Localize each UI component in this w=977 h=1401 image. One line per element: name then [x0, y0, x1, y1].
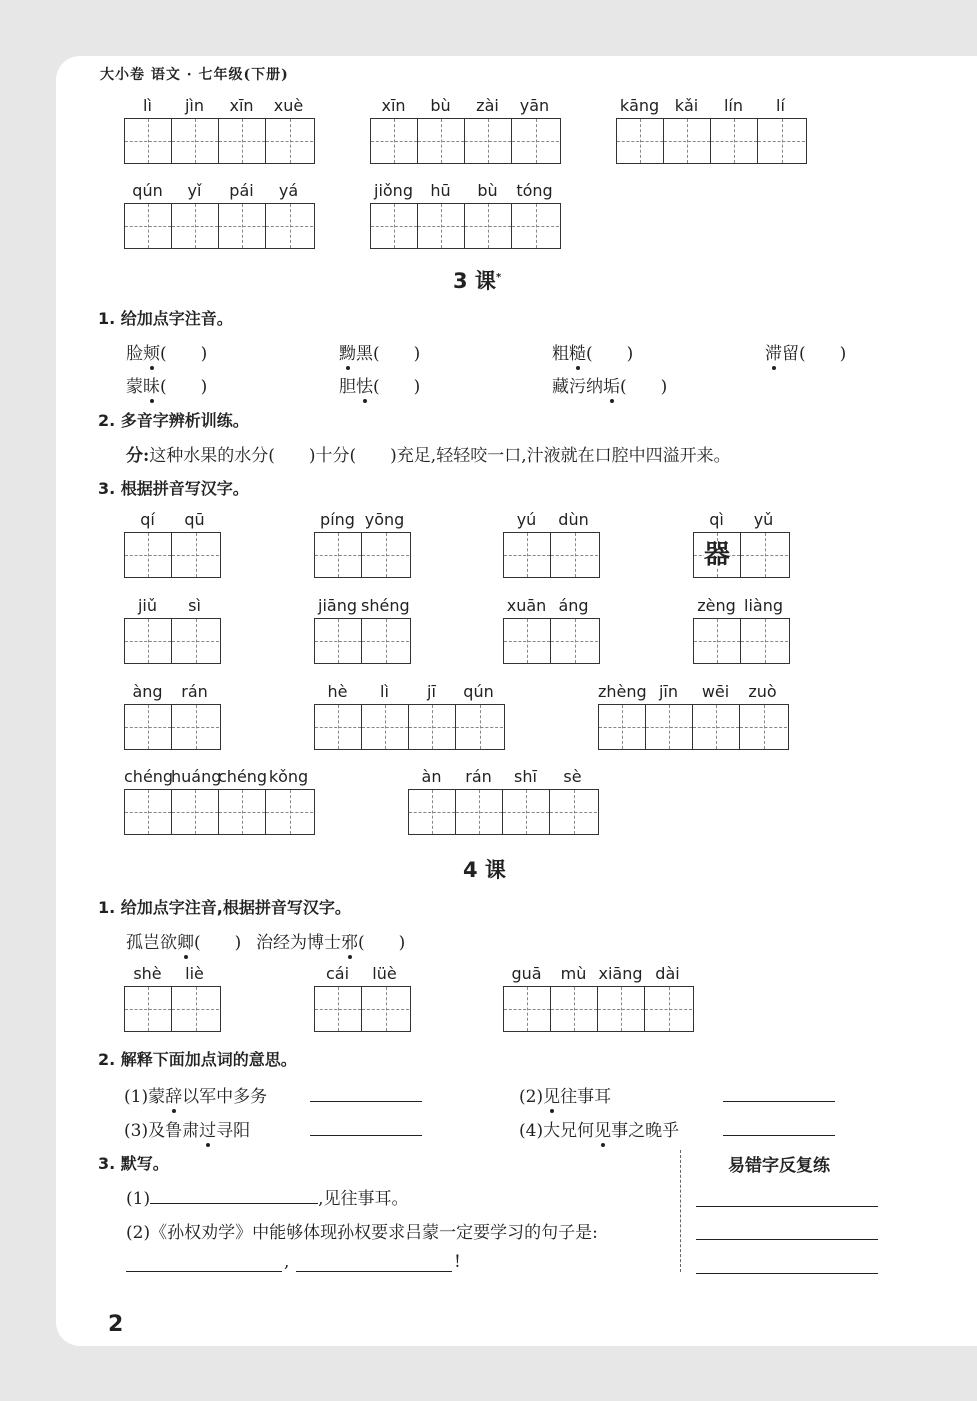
pinyin-syllable: rán: [181, 682, 208, 701]
character-box[interactable]: [456, 705, 503, 749]
writing-grid-pinyin: [124, 596, 218, 615]
writing-grid-pinyin: [124, 510, 218, 529]
pinyin-syllable: àn: [421, 767, 442, 786]
character-box[interactable]: [693, 705, 740, 749]
pinyin-syllable: sì: [188, 596, 201, 615]
writing-grid-pinyin: [370, 96, 558, 115]
pinyin-syllable: hū: [430, 181, 451, 200]
character-box[interactable]: [172, 119, 219, 163]
character-box[interactable]: [646, 705, 693, 749]
character-box[interactable]: [371, 204, 418, 248]
pinyin-syllable: guā: [511, 964, 542, 983]
pinyin-syllable: yǐ: [187, 181, 202, 200]
page-number: 2: [108, 1312, 124, 1337]
sidebar-title: 易错字反复练: [728, 1156, 830, 1176]
writing-grid-pinyin: [616, 96, 804, 115]
character-box[interactable]: [125, 790, 172, 834]
sidebar-divider: [680, 1150, 681, 1272]
character-box[interactable]: [219, 204, 266, 248]
lesson3-q2-sentence: [126, 441, 731, 466]
pronunciation-item: 粗糙( ): [552, 339, 633, 364]
pinyin-syllable: qū: [184, 510, 205, 529]
pinyin-syllable: huáng: [171, 767, 222, 786]
writing-grid: [124, 203, 315, 249]
writing-grid: [693, 618, 790, 664]
pinyin-syllable: lín: [723, 96, 744, 115]
character-box[interactable]: [740, 705, 787, 749]
pinyin-syllable: bù: [477, 181, 498, 200]
dotted-character: 昧: [143, 372, 160, 397]
pinyin-syllable: rán: [465, 767, 492, 786]
writing-grid: [370, 118, 561, 164]
pinyin-syllable: lí: [776, 96, 785, 115]
pinyin-syllable: shī: [514, 767, 537, 786]
pinyin-syllable: xīn: [229, 96, 254, 115]
pinyin-syllable: lì: [380, 682, 389, 701]
character-box[interactable]: [362, 705, 409, 749]
character-box[interactable]: [418, 204, 465, 248]
character-box[interactable]: [551, 533, 598, 577]
pinyin-syllable: jī: [427, 682, 436, 701]
lesson4-q2-title: 2. 解释下面加点词的意思。: [98, 1050, 297, 1069]
writing-grid: [124, 789, 315, 835]
pinyin-syllable: píng: [320, 510, 355, 529]
character-box[interactable]: [172, 790, 219, 834]
explain-item: (1)蒙辞以军中多务: [124, 1082, 267, 1107]
explain-item: (3)及鲁肃过寻阳: [124, 1116, 250, 1141]
writing-grid-pinyin: [314, 682, 502, 701]
pronunciation-item: 孤岂欲卿( ): [126, 928, 241, 953]
pinyin-syllable: kǎi: [674, 96, 699, 115]
pinyin-syllable: xuān: [506, 596, 547, 615]
lesson3-q3-title: 3. 根据拼音写汉字。: [98, 479, 249, 498]
pinyin-syllable: lüè: [372, 964, 397, 983]
character-box[interactable]: [371, 119, 418, 163]
character-box[interactable]: [125, 533, 172, 577]
dotted-character: 过: [199, 1116, 216, 1141]
pinyin-syllable: qì: [709, 510, 724, 529]
writing-grid-pinyin: [314, 510, 408, 529]
pinyin-syllable: àng: [132, 682, 163, 701]
pronunciation-item: 滞留( ): [765, 339, 846, 364]
dotted-character: 见: [543, 1082, 560, 1107]
explain-item: (4)大兄何见事之晚乎: [519, 1116, 679, 1141]
writing-grid: [124, 986, 221, 1032]
pinyin-syllable: mù: [560, 964, 587, 983]
written-character: 器: [703, 540, 730, 570]
writing-grid: [408, 789, 599, 835]
character-box[interactable]: [711, 119, 758, 163]
character-box[interactable]: [504, 533, 551, 577]
dictation-blank-2[interactable]: [126, 1271, 282, 1272]
lesson4-q1-title: 1. 给加点字注音,根据拼音写汉字。: [98, 898, 351, 917]
character-box[interactable]: [599, 705, 646, 749]
sidebar-blank-2[interactable]: [696, 1239, 878, 1240]
pinyin-syllable: yǔ: [753, 510, 774, 529]
character-box[interactable]: [550, 790, 597, 834]
dotted-character: 垢: [603, 372, 620, 397]
character-box[interactable]: [315, 533, 362, 577]
answer-blank[interactable]: [723, 1135, 835, 1136]
sidebar-blank-1[interactable]: [696, 1206, 878, 1207]
character-box[interactable]: [315, 987, 362, 1031]
writing-grid-pinyin: [503, 510, 597, 529]
character-box[interactable]: [172, 619, 219, 663]
writing-grid: [124, 532, 221, 578]
character-box[interactable]: [551, 987, 598, 1031]
pinyin-syllable: yú: [516, 510, 537, 529]
dotted-character: 邪: [341, 928, 358, 953]
answer-blank[interactable]: [310, 1135, 422, 1136]
pinyin-syllable: xīn: [381, 96, 406, 115]
pronunciation-item: 藏污纳垢( ): [552, 372, 667, 397]
pronunciation-item: 胆怯( ): [339, 372, 420, 397]
dotted-character: 卿: [177, 928, 194, 953]
writing-grid: [124, 704, 221, 750]
pinyin-syllable: dài: [655, 964, 680, 983]
writing-grid-pinyin: [693, 510, 787, 529]
pinyin-syllable: zài: [476, 96, 499, 115]
character-box[interactable]: [465, 119, 512, 163]
pronunciation-item: 黝黑( ): [339, 339, 420, 364]
pinyin-syllable: yá: [278, 181, 299, 200]
pinyin-syllable: pái: [229, 181, 254, 200]
character-box[interactable]: [266, 790, 313, 834]
character-box[interactable]: [172, 705, 219, 749]
character-box[interactable]: [266, 119, 313, 163]
character-box[interactable]: [617, 119, 664, 163]
pinyin-syllable: lì: [143, 96, 152, 115]
pinyin-syllable: jiāng: [318, 596, 357, 615]
pronunciation-item: 脸颊( ): [126, 339, 207, 364]
writing-grid: [598, 704, 789, 750]
character-box[interactable]: [125, 204, 172, 248]
writing-grid-pinyin: [314, 964, 408, 983]
page-header: 大小卷 语文 · 七年级(下册): [100, 67, 289, 83]
pronunciation-item: 治经为博士邪( ): [256, 928, 405, 953]
character-box[interactable]: [504, 619, 551, 663]
pinyin-syllable: shéng: [361, 596, 410, 615]
character-box[interactable]: [694, 533, 741, 577]
character-box[interactable]: [125, 987, 172, 1031]
dictation-blank-3[interactable]: [296, 1271, 452, 1272]
pinyin-syllable: yōng: [364, 510, 405, 529]
pinyin-syllable: cái: [325, 964, 350, 983]
pronunciation-item: 蒙昧( ): [126, 372, 207, 397]
writing-grid-pinyin: [408, 767, 596, 786]
character-box[interactable]: [758, 119, 805, 163]
character-box[interactable]: [465, 204, 512, 248]
pinyin-syllable: jīn: [658, 682, 679, 701]
character-box[interactable]: [219, 790, 266, 834]
dotted-character: 怯: [356, 372, 373, 397]
character-box[interactable]: [418, 119, 465, 163]
exclamation: !: [454, 1252, 461, 1272]
character-box[interactable]: [512, 204, 559, 248]
pinyin-syllable: qún: [132, 181, 163, 200]
character-box[interactable]: [504, 987, 551, 1031]
writing-grid-pinyin: [503, 596, 597, 615]
writing-grid-pinyin: [124, 181, 312, 200]
pinyin-syllable: bù: [430, 96, 451, 115]
writing-grid: [314, 532, 411, 578]
polyphone-sentence: 这种水果的水分( )十分( )充足,轻轻咬一口,汁液就在口腔中四溢开来。: [149, 446, 731, 466]
character-box[interactable]: [362, 533, 409, 577]
character-box[interactable]: [172, 204, 219, 248]
polyphone-label: 分:: [126, 446, 150, 466]
answer-blank[interactable]: [310, 1101, 422, 1102]
writing-grid: [124, 618, 221, 664]
character-box[interactable]: [409, 790, 456, 834]
character-box[interactable]: [664, 119, 711, 163]
writing-grid-pinyin: [598, 682, 786, 701]
dictation-item-1: (1) ,见往事耳。: [126, 1189, 409, 1209]
pinyin-syllable: jìn: [184, 96, 205, 115]
pinyin-syllable: wēi: [701, 682, 730, 701]
pinyin-syllable: hè: [327, 682, 348, 701]
comma: ,: [284, 1252, 290, 1272]
worksheet-page: [56, 56, 977, 1346]
pinyin-syllable: kǒng: [268, 767, 309, 786]
character-box[interactable]: [362, 619, 409, 663]
character-box[interactable]: [125, 705, 172, 749]
pinyin-syllable: zuò: [748, 682, 777, 701]
sidebar-blank-3[interactable]: [696, 1273, 878, 1274]
character-box[interactable]: [694, 619, 741, 663]
dotted-character: 黝: [339, 339, 356, 364]
character-box[interactable]: [315, 619, 362, 663]
writing-grid: [503, 986, 694, 1032]
character-box[interactable]: [503, 790, 550, 834]
pinyin-syllable: qí: [140, 510, 155, 529]
lesson3-q2-title: 2. 多音字辨析训练。: [98, 411, 249, 430]
writing-grid-pinyin: [503, 964, 691, 983]
dictation-item-2: (2)《孙权劝学》中能够体现孙权要求吕蒙一定要学习的句子是:: [126, 1223, 598, 1243]
pinyin-syllable: zèng: [697, 596, 736, 615]
pinyin-syllable: chéng: [218, 767, 268, 786]
writing-grid: [503, 532, 600, 578]
character-box[interactable]: [456, 790, 503, 834]
lesson4-title: 4 课: [463, 858, 506, 882]
pinyin-syllable: liè: [185, 964, 204, 983]
lesson4-q3-title: 3. 默写。: [98, 1154, 169, 1173]
pinyin-syllable: yān: [519, 96, 550, 115]
character-box[interactable]: [645, 987, 692, 1031]
character-box[interactable]: [266, 204, 313, 248]
pinyin-syllable: zhèng: [598, 682, 647, 701]
pinyin-syllable: qún: [463, 682, 494, 701]
pinyin-syllable: jiǔ: [137, 596, 158, 615]
writing-grid: [370, 203, 561, 249]
writing-grid: [314, 704, 505, 750]
pinyin-syllable: xiāng: [598, 964, 643, 983]
writing-grid-pinyin: [124, 96, 312, 115]
explain-item: (2)见往事耳: [519, 1082, 611, 1107]
character-box[interactable]: [125, 619, 172, 663]
character-box[interactable]: [362, 987, 409, 1031]
writing-grid-pinyin: [314, 596, 408, 615]
dotted-character: 糙: [569, 339, 586, 364]
lesson3-title: 3 课*: [453, 269, 502, 293]
pinyin-syllable: shè: [133, 964, 162, 983]
character-box[interactable]: [172, 533, 219, 577]
pinyin-syllable: xuè: [273, 96, 304, 115]
character-box[interactable]: [741, 619, 788, 663]
character-box[interactable]: [512, 119, 559, 163]
pinyin-syllable: chéng: [124, 767, 174, 786]
character-box[interactable]: [219, 119, 266, 163]
character-box[interactable]: [315, 705, 362, 749]
pinyin-syllable: dùn: [558, 510, 589, 529]
dotted-character: 见: [594, 1116, 611, 1141]
character-box[interactable]: [741, 533, 788, 577]
answer-blank[interactable]: [723, 1101, 835, 1102]
dictation-blank-1[interactable]: [150, 1189, 318, 1204]
character-box[interactable]: [125, 119, 172, 163]
lesson3-q1-title: 1. 给加点字注音。: [98, 309, 233, 328]
character-box[interactable]: [172, 987, 219, 1031]
pinyin-syllable: áng: [558, 596, 589, 615]
writing-grid-pinyin: [370, 181, 558, 200]
writing-grid: [503, 618, 600, 664]
writing-grid: [314, 986, 411, 1032]
writing-grid: [314, 618, 411, 664]
writing-grid-pinyin: [124, 682, 218, 701]
pinyin-syllable: liàng: [744, 596, 783, 615]
character-box[interactable]: [409, 705, 456, 749]
writing-grid-pinyin: [124, 964, 218, 983]
pinyin-syllable: sè: [563, 767, 582, 786]
dotted-character: 颊: [143, 339, 160, 364]
writing-grid: [124, 118, 315, 164]
writing-grid: [693, 532, 790, 578]
character-box[interactable]: [551, 619, 598, 663]
pinyin-syllable: kāng: [619, 96, 660, 115]
writing-grid-pinyin: [693, 596, 787, 615]
writing-grid: [616, 118, 807, 164]
dotted-character: 辞: [165, 1082, 182, 1107]
pinyin-syllable: tóng: [516, 181, 553, 200]
dotted-character: 滞: [765, 339, 782, 364]
pinyin-syllable: jiǒng: [374, 181, 413, 200]
character-box[interactable]: [598, 987, 645, 1031]
writing-grid-pinyin: [124, 767, 312, 786]
